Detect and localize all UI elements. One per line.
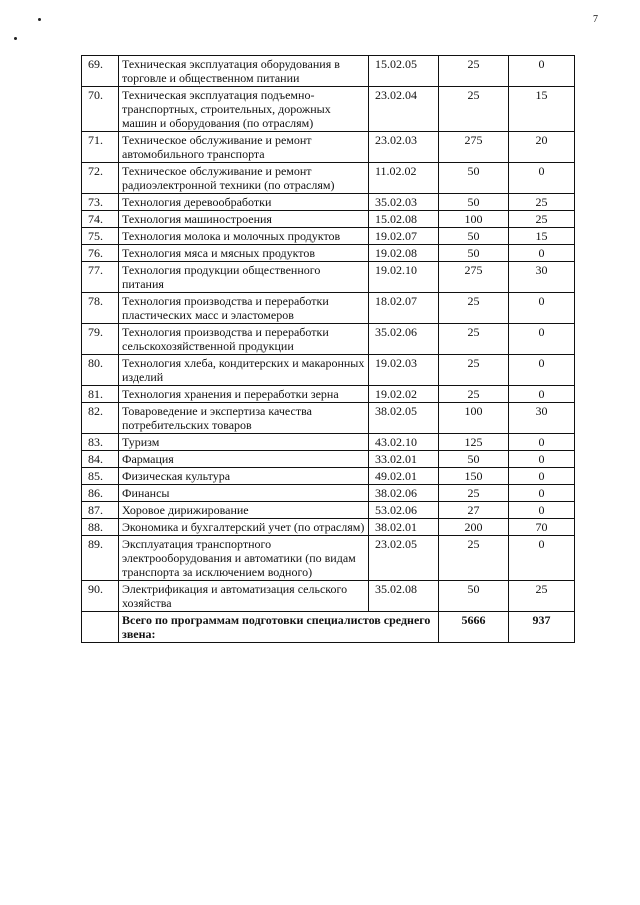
extra-places: 0 (509, 56, 575, 87)
table-row (82, 194, 575, 211)
specialty-code: 19.02.03 (369, 355, 439, 386)
row-number: 74. (82, 211, 119, 228)
specialty-code: 19.02.10 (369, 262, 439, 293)
specialty-name: Товароведение и экспертиза качества потребительских товаров (119, 403, 369, 434)
specialty-code: 43.02.10 (369, 434, 439, 451)
table-row (82, 211, 575, 228)
total-places: 50 (439, 194, 509, 211)
row-number: 86. (82, 485, 119, 502)
specialty-code: 18.02.07 (369, 293, 439, 324)
table-row (82, 519, 575, 536)
table-row (82, 581, 575, 612)
table-row (82, 386, 575, 403)
specialty-name: Технология мяса и мясных продуктов (119, 245, 369, 262)
total-places: 150 (439, 468, 509, 485)
specialty-name: Эксплуатация транспортного электрооборудования и автоматики (по видам транспорта за исключением водного) (119, 536, 369, 581)
table-row (82, 245, 575, 262)
extra-places: 0 (509, 324, 575, 355)
extra-places: 15 (509, 87, 575, 132)
specialty-code: 15.02.08 (369, 211, 439, 228)
row-number: 75. (82, 228, 119, 245)
total-places: 25 (439, 386, 509, 403)
specialty-name: Физическая культура (119, 468, 369, 485)
table-row (82, 403, 575, 434)
total-places: 25 (439, 536, 509, 581)
extra-places: 25 (509, 194, 575, 211)
table-row (82, 324, 575, 355)
extra-places: 0 (509, 245, 575, 262)
extra-places: 0 (509, 386, 575, 403)
specialty-name: Технология хранения и переработки зерна (119, 386, 369, 403)
row-number: 73. (82, 194, 119, 211)
specialty-code: 33.02.01 (369, 451, 439, 468)
table-row (82, 228, 575, 245)
total-row (82, 612, 575, 643)
row-number: 82. (82, 403, 119, 434)
specialty-code: 38.02.06 (369, 485, 439, 502)
scan-speck (38, 18, 41, 21)
specialty-name: Технология производства и переработки пластических масс и эластомеров (119, 293, 369, 324)
extra-places: 0 (509, 451, 575, 468)
total-places: 275 (439, 262, 509, 293)
table-row (82, 262, 575, 293)
table-row (82, 451, 575, 468)
row-number: 90. (82, 581, 119, 612)
specialty-code: 38.02.01 (369, 519, 439, 536)
row-number: 80. (82, 355, 119, 386)
specialty-code: 19.02.08 (369, 245, 439, 262)
total-places: 27 (439, 502, 509, 519)
specialty-code: 11.02.02 (369, 163, 439, 194)
extra-places: 0 (509, 502, 575, 519)
total-places: 200 (439, 519, 509, 536)
table-row (82, 163, 575, 194)
total-places: 25 (439, 355, 509, 386)
total-places: 25 (439, 87, 509, 132)
specialty-name: Технология продукции общественного питания (119, 262, 369, 293)
table-row (82, 293, 575, 324)
specialty-code: 35.02.08 (369, 581, 439, 612)
total-places: 25 (439, 293, 509, 324)
total-places: 100 (439, 211, 509, 228)
extra-places: 15 (509, 228, 575, 245)
table-row (82, 132, 575, 163)
table-row (82, 536, 575, 581)
row-number: 77. (82, 262, 119, 293)
row-number: 78. (82, 293, 119, 324)
extra-places: 0 (509, 468, 575, 485)
total-places: 25 (439, 485, 509, 502)
total-places: 50 (439, 451, 509, 468)
row-number: 87. (82, 502, 119, 519)
specialty-name: Технология деревообработки (119, 194, 369, 211)
specialty-code: 38.02.05 (369, 403, 439, 434)
scan-speck (14, 37, 17, 40)
specialty-name: Экономика и бухгалтерский учет (по отраслям) (119, 519, 369, 536)
extra-places: 0 (509, 536, 575, 581)
specialty-name: Технология машиностроения (119, 211, 369, 228)
specialty-name: Хоровое дирижирование (119, 502, 369, 519)
total-places: 50 (439, 163, 509, 194)
table-row (82, 485, 575, 502)
total-sum-a: 5666 (439, 612, 509, 643)
specialty-code: 35.02.06 (369, 324, 439, 355)
specialty-name: Технология производства и переработки сельскохозяйственной продукции (119, 324, 369, 355)
extra-places: 25 (509, 581, 575, 612)
table-row (82, 468, 575, 485)
total-places: 25 (439, 56, 509, 87)
specialty-name: Технология хлеба, кондитерских и макаронных изделий (119, 355, 369, 386)
row-number: 81. (82, 386, 119, 403)
page-number: 7 (593, 14, 598, 25)
extra-places: 0 (509, 485, 575, 502)
table-row (82, 355, 575, 386)
total-label: Всего по программам подготовки специалистов среднего звена: (119, 612, 439, 643)
row-number: 70. (82, 87, 119, 132)
extra-places: 30 (509, 403, 575, 434)
row-number: 69. (82, 56, 119, 87)
specialty-code: 49.02.01 (369, 468, 439, 485)
specialty-code: 23.02.04 (369, 87, 439, 132)
specialty-name: Техническая эксплуатация подъемно-транспортных, строительных, дорожных машин и оборудования (по отраслям) (119, 87, 369, 132)
specialty-name: Электрификация и автоматизация сельского хозяйства (119, 581, 369, 612)
specialties-table (81, 55, 575, 643)
specialty-code: 53.02.06 (369, 502, 439, 519)
specialty-name: Финансы (119, 485, 369, 502)
row-number: 72. (82, 163, 119, 194)
table-row (82, 56, 575, 87)
specialty-code: 19.02.02 (369, 386, 439, 403)
specialty-code: 23.02.03 (369, 132, 439, 163)
extra-places: 0 (509, 163, 575, 194)
extra-places: 25 (509, 211, 575, 228)
table-row (82, 87, 575, 132)
total-places: 50 (439, 228, 509, 245)
extra-places: 30 (509, 262, 575, 293)
total-places: 125 (439, 434, 509, 451)
specialty-name: Фармация (119, 451, 369, 468)
extra-places: 0 (509, 293, 575, 324)
specialty-name: Техническое обслуживание и ремонт радиоэлектронной техники (по отраслям) (119, 163, 369, 194)
specialty-code: 15.02.05 (369, 56, 439, 87)
total-places: 50 (439, 581, 509, 612)
specialty-name: Туризм (119, 434, 369, 451)
extra-places: 70 (509, 519, 575, 536)
empty-cell (82, 612, 119, 643)
specialty-name: Техническая эксплуатация оборудования в торговле и общественном питании (119, 56, 369, 87)
total-places: 275 (439, 132, 509, 163)
total-places: 100 (439, 403, 509, 434)
row-number: 79. (82, 324, 119, 355)
row-number: 88. (82, 519, 119, 536)
extra-places: 20 (509, 132, 575, 163)
total-places: 25 (439, 324, 509, 355)
total-sum-b: 937 (509, 612, 575, 643)
row-number: 89. (82, 536, 119, 581)
table-row (82, 502, 575, 519)
specialty-code: 35.02.03 (369, 194, 439, 211)
specialty-code: 23.02.05 (369, 536, 439, 581)
specialty-code: 19.02.07 (369, 228, 439, 245)
row-number: 71. (82, 132, 119, 163)
row-number: 84. (82, 451, 119, 468)
row-number: 83. (82, 434, 119, 451)
total-places: 50 (439, 245, 509, 262)
table-row (82, 434, 575, 451)
extra-places: 0 (509, 434, 575, 451)
row-number: 76. (82, 245, 119, 262)
specialty-name: Техническое обслуживание и ремонт автомобильного транспорта (119, 132, 369, 163)
row-number: 85. (82, 468, 119, 485)
extra-places: 0 (509, 355, 575, 386)
specialty-name: Технология молока и молочных продуктов (119, 228, 369, 245)
